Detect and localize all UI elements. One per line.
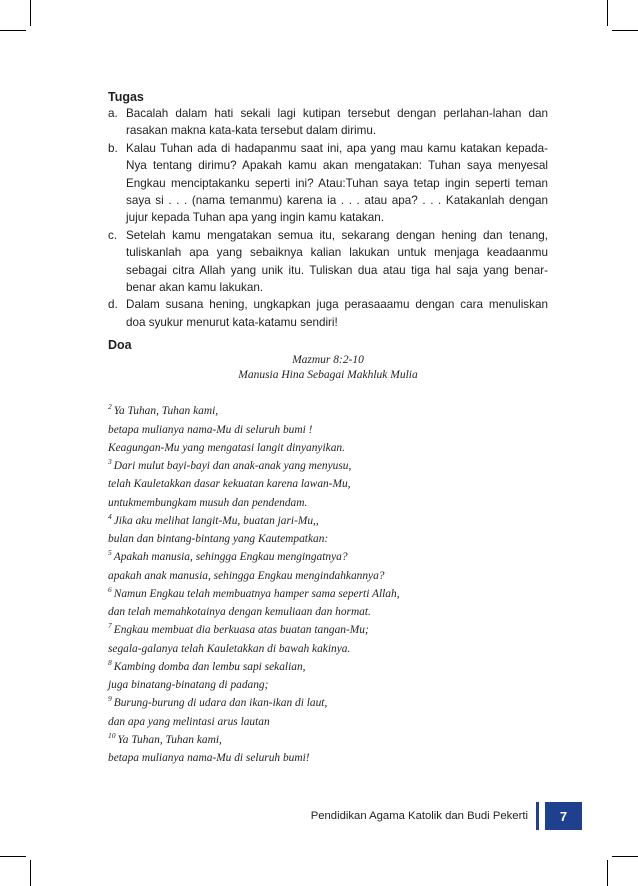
crop-mark-bottom-left-h (0, 856, 26, 857)
crop-mark-top-right-v (607, 0, 608, 26)
verse-text: segala-galanya telah Kauletakkan di bawah kakinya. (108, 642, 351, 655)
psalm-line (108, 530, 548, 548)
verse-text: Ya Tuhan, Tuhan kami, (113, 405, 219, 418)
crop-mark-bottom-right-h (612, 856, 638, 857)
verse-text: Ya Tuhan, Tuhan kami, (117, 733, 222, 746)
verse-text: dan apa yang melintasi arus lautan (108, 715, 270, 728)
psalm-line (108, 749, 548, 767)
verse-number: 7 (108, 621, 112, 631)
psalm-line (108, 585, 548, 603)
verse-number: 4 (108, 511, 112, 521)
verse-number: 3 (108, 457, 112, 467)
doa-heading: Doa (108, 338, 132, 353)
verse-text: dan telah memahkotainya dengan kemuliaan dan hormat. (108, 606, 371, 619)
page-content (108, 90, 548, 767)
verse-number: 2 (108, 402, 112, 412)
psalm-line (108, 548, 548, 566)
task-text: Kalau Tuhan ada di hadapanmu saat ini, apa yang mau kamu katakan kepada-Nya tentang dirimu? Apakah kamu akan mengatakan: Tuhan saya menyesal Engkau menciptakanku seperti ini? Atau:Tuhan saya tetap ingin seperti teman saya si . . . (nama temanmu) karena ia . . . atau apa? . . . Katakanlah dengan jujur kepada Tuhan apa yang ingin kamu katakan. (126, 141, 548, 225)
task-item-a (108, 105, 548, 140)
verse-text: juga binatang-binatang di padang; (108, 679, 269, 692)
verse-text: Keagungan-Mu yang mengatasi langit dinyanyikan. (108, 441, 345, 454)
task-letter: c. (108, 228, 118, 242)
verse-text: Dari mulut bayi-bayi dan anak-anak yang menyusu, (113, 460, 352, 473)
verse-text: Apakah manusia, sehingga Engkau mengingatnya? (113, 551, 348, 564)
psalm-line (108, 640, 548, 658)
footer-book-title: Pendidikan Agama Katolik dan Budi Pekerti (310, 810, 528, 822)
verse-number: 6 (108, 584, 112, 594)
task-text: Setelah kamu mengatakan semua itu, sekarang dengan hening dan tenang, tuliskanlah apa yang sebaiknya kalian lakukan untuk menjaga keadaanmu sebagai citra Allah yang unik itu. Tuliskan dua atau tiga hal saja yang benar-benar akan kamu lakukan. (126, 228, 548, 295)
task-letter: a. (108, 107, 118, 120)
task-item-c (108, 227, 548, 297)
verse-text: Burung-burung di udara dan ikan-ikan di laut, (113, 697, 328, 710)
psalm-verses (108, 402, 548, 767)
psalm-line (108, 603, 548, 621)
psalm-line (108, 567, 548, 585)
psalm-line (108, 457, 548, 475)
psalm-line (108, 402, 548, 420)
psalm-line (108, 475, 548, 493)
verse-text: Kambing domba dan lembu sapi sekalian, (113, 660, 306, 673)
crop-mark-top-right-h (612, 30, 638, 31)
psalm-title: Manusia Hina Sebagai Makhluk Mulia (238, 369, 418, 382)
crop-mark-top-left-v (30, 0, 31, 26)
tugas-heading: Tugas (108, 90, 144, 104)
verse-text: Engkau membuat dia berkuasa atas buatan tangan-Mu; (113, 624, 369, 637)
verse-text: Namun Engkau telah membuatnya hamper sama seperti Allah, (113, 587, 400, 600)
task-text: Bacalah dalam hati sekali lagi kutipan tersebut dengan perlahan-lahan dan rasakan makna kata-kata tersebut dalam dirimu. (126, 107, 548, 138)
verse-number: 5 (108, 548, 112, 558)
psalm-reference: Mazmur 8:2-10 (292, 354, 364, 367)
psalm-line (108, 713, 548, 731)
verse-text: telah Kauletakkan dasar kekuatan karena lawan-Mu, (108, 478, 351, 491)
psalm-line (108, 439, 548, 457)
psalm-line (108, 676, 548, 694)
crop-mark-bottom-right-v (607, 860, 608, 886)
task-item-b (108, 140, 548, 227)
psalm-line (108, 621, 548, 639)
task-letter: d. (108, 298, 118, 312)
psalm-line (108, 512, 548, 530)
psalm-line (108, 694, 548, 712)
verse-text: apakah anak manusia, sehingga Engkau mengindahkannya? (108, 569, 385, 582)
crop-mark-bottom-left-v (30, 860, 31, 886)
verse-text: betapa mulianya nama-Mu di seluruh bumi ! (108, 423, 313, 436)
verse-text: bulan dan bintang-bintang yang Kautempatkan: (108, 533, 329, 546)
psalm-line (108, 421, 548, 439)
task-item-d (108, 296, 548, 331)
page-number: 7 (545, 802, 582, 830)
verse-text: Jika aku melihat langit-Mu, buatan jari-Mu,, (113, 514, 319, 527)
psalm-line (108, 494, 548, 512)
verse-number: 9 (108, 694, 112, 704)
task-letter: b. (108, 141, 118, 155)
psalm-line (108, 658, 548, 676)
verse-number: 10 (108, 730, 116, 740)
psalm-line (108, 731, 548, 749)
verse-text: betapa mulianya nama-Mu di seluruh bumi! (108, 752, 310, 765)
crop-mark-top-left-h (0, 30, 26, 31)
verse-number: 8 (108, 657, 112, 667)
verse-text: untukmembungkam musuh dan pendendam. (108, 496, 308, 509)
footer-separator (536, 802, 539, 830)
task-text: Dalam susana hening, ungkapkan juga perasaaamu dengan cara menuliskan doa syukur menurut kata-katamu sendiri! (126, 298, 548, 329)
